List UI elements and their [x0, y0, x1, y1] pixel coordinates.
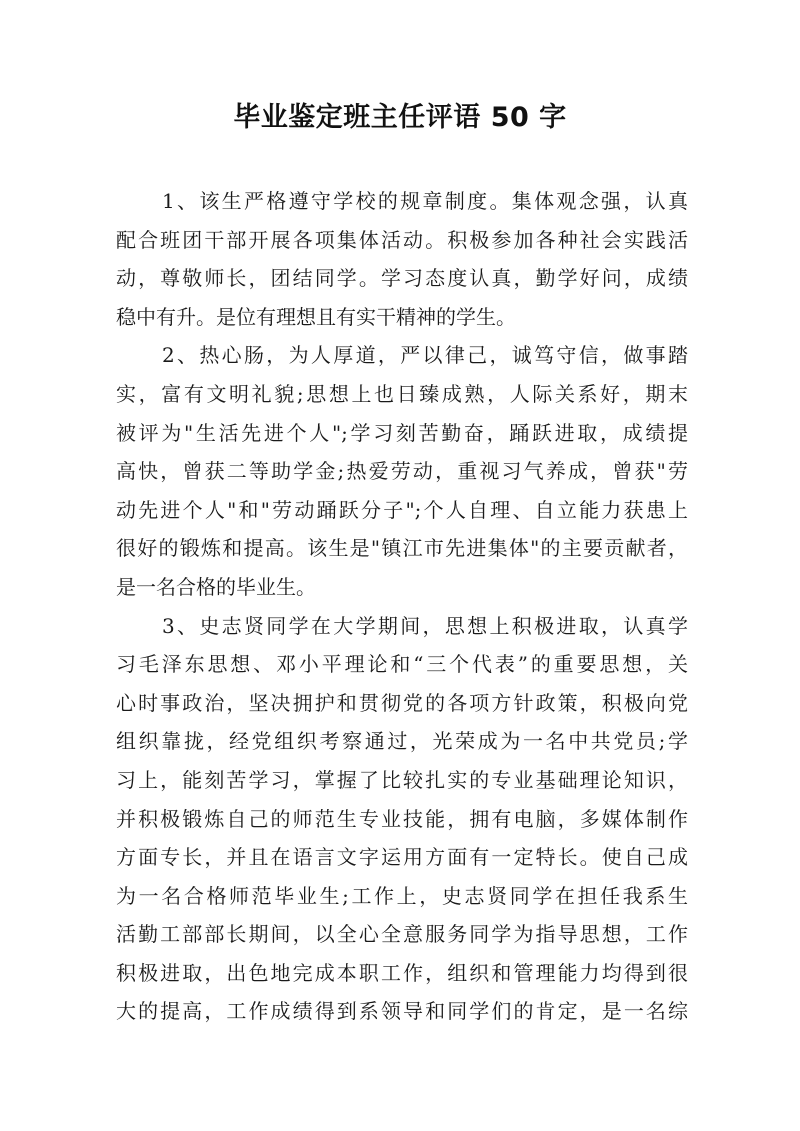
document-title: 毕业鉴定班主任评语 50 字 — [233, 102, 567, 133]
paragraph-line: 动先进个人"和"劳动踊跃分子";个人自理、自立能力获患上 — [116, 497, 688, 522]
paragraph-line: 习上，能刻苦学习，掌握了比较扎实的专业基础理论知识， — [116, 767, 688, 792]
paragraph-line: 3、史志贤同学在大学期间，思想上积极进取，认真学 — [162, 613, 688, 638]
paragraph-line: 配合班团干部开展各项集体活动。积极参加各种社会实践活 — [116, 227, 688, 252]
paragraph-line: 2、热心肠，为人厚道，严以律己，诚笃守信，做事踏 — [162, 343, 688, 368]
paragraph-line: 为一名合格师范毕业生;工作上，史志贤同学在担任我系生 — [116, 883, 688, 908]
paragraph-line: 1、该生严格遵守学校的规章制度。集体观念强，认真 — [162, 189, 688, 213]
paragraph-1 — [116, 182, 688, 336]
document-body — [116, 182, 688, 1031]
paragraph-line: 心时事政治，坚决拥护和贯彻党的各项方针政策，积极向党 — [116, 690, 688, 715]
paragraph-line: 动，尊敬师长，团结同学。学习态度认真，勤学好问，成绩 — [116, 266, 688, 291]
paragraph-line: 活勤工部部长期间，以全心全意服务同学为指导思想，工作 — [116, 922, 688, 947]
paragraph-line: 是一名合格的毕业生。 — [116, 574, 316, 599]
paragraph-line: 很好的锻炼和提高。该生是"镇江市先进集体"的主要贡献者， — [116, 536, 688, 561]
paragraph-line: 高快，曾获二等助学金;热爱劳动，重视习气养成，曾获"劳 — [116, 459, 688, 484]
paragraph-line: 被评为"生活先进个人";学习刻苦勤奋，踊跃进取，成绩提 — [116, 420, 688, 445]
paragraph-3 — [116, 607, 688, 1032]
paragraph-line: 大的提高，工作成绩得到系领导和同学们的肯定，是一名综 — [116, 999, 688, 1024]
paragraph-line: 实，富有文明礼貌;思想上也日臻成熟，人际关系好，期末 — [116, 381, 688, 406]
paragraph-line: 组织靠拢，经党组织考察通过，光荣成为一名中共党员;学 — [116, 729, 688, 754]
paragraph-line: 方面专长，并且在语言文字运用方面有一定特长。使自己成 — [116, 845, 688, 870]
paragraph-2 — [116, 336, 688, 606]
paragraph-line: 积极进取，出色地完成本职工作，组织和管理能力均得到很 — [116, 960, 688, 985]
paragraph-line: 稳中有升。是位有理想且有实干精神的学生。 — [116, 304, 516, 329]
paragraph-line: 习毛泽东思想、邓小平理论和“三个代表”的重要思想，关 — [116, 652, 688, 677]
paragraph-line: 并积极锻炼自己的师范生专业技能，拥有电脑，多媒体制作 — [116, 806, 688, 831]
